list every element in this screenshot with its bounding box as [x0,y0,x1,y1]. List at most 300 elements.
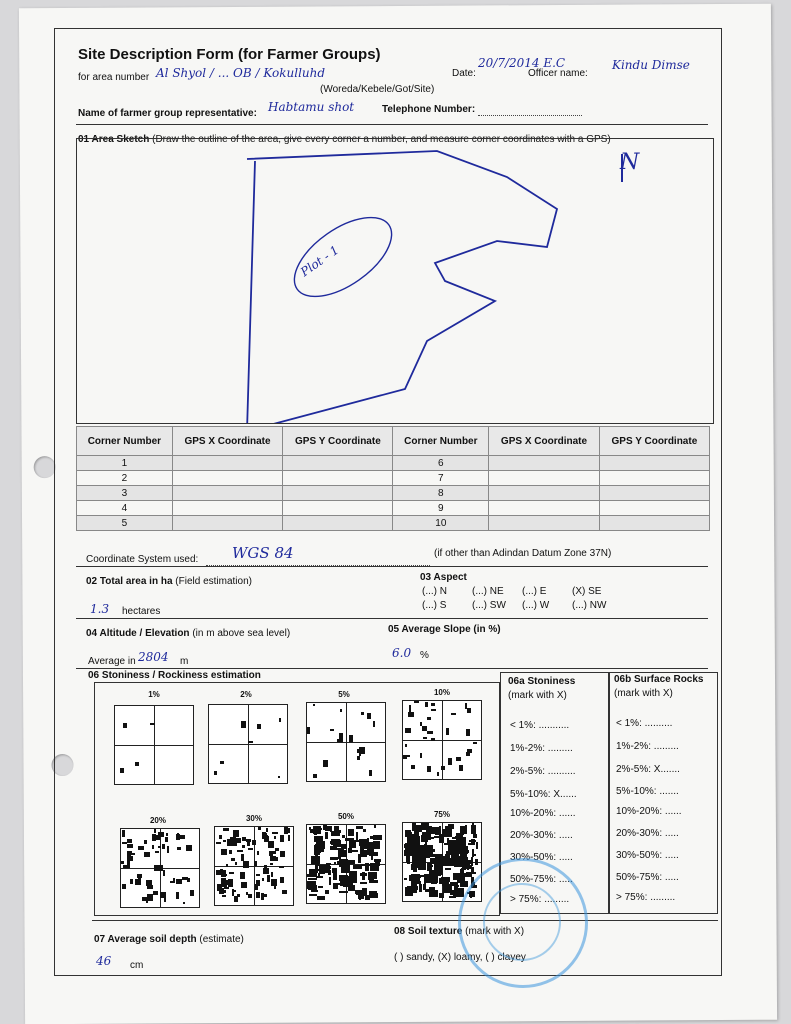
col-corner-number-2: Corner Number [393,427,489,456]
cell [172,471,283,486]
stone-mark [160,892,166,898]
stone-mark [476,842,478,849]
stone-mark [229,872,234,874]
stone-mark [176,893,178,895]
stone-mark [271,872,273,877]
stone-mark [339,733,343,740]
stone-mark [315,860,319,863]
stone-mark [121,861,124,864]
rocks-b-item: 30%-50%: ..... [616,850,679,861]
table-row [77,456,710,471]
stone-mark [429,865,433,867]
aspect-sw: (...) SW [472,600,506,611]
stone-mark [418,861,426,868]
stone-mark [307,727,310,734]
stone-mark [368,872,377,879]
soil-texture-options: ( ) sandy, (X) loamy, ( ) clayey [394,952,526,963]
rocks-b-item: 2%-5%: X....... [616,764,680,775]
stoniness-a-item: > 75%: ......... [510,894,570,905]
stone-mark [405,744,407,747]
divider [76,566,708,567]
stone-mark [144,852,150,857]
stone-mark [333,843,339,846]
stone-mark [330,857,338,860]
stone-mark [469,865,472,869]
stone-mark [411,843,416,849]
area-value: 1.3 [90,602,110,616]
altitude-heading-rest: (in m above sea level) [189,628,291,639]
stone-mark [441,859,443,868]
telephone-label: Telephone Number: [382,104,476,115]
form-title: Site Description Form (for Farmer Groups) [78,46,381,63]
stone-mark [233,830,239,837]
cell [489,486,600,501]
north-mark: N [620,150,640,175]
stone-mark [282,890,287,894]
stone-mark [220,761,224,764]
stone-mark [339,891,348,893]
table-header-row [77,427,710,456]
stone-mark [152,845,154,849]
stone-mark [422,836,430,838]
stone-mark [216,870,222,875]
stone-mark [341,864,350,873]
stone-mark [177,847,181,850]
stone-mark [413,867,416,872]
stone-mark [216,842,221,844]
stone-mark [460,881,468,887]
stoniness-heading: 06 Stoniness / Rockiness estimation [88,670,261,681]
stone-mark [257,851,259,855]
cell [489,456,600,471]
stone-mark [274,836,276,839]
cell [599,456,709,471]
stone-mark [122,884,126,889]
stone-mark [127,844,133,848]
stone-mark [270,863,273,865]
stone-mark [352,850,358,852]
rocks-b-item: 50%-75%: ..... [616,872,679,883]
cell [599,486,709,501]
stone-mark [158,846,161,848]
stone-mark [266,828,268,832]
stone-mark [256,874,260,876]
cell [172,516,283,531]
stone-mark [122,830,125,837]
pct-label: 75% [433,810,450,819]
slope-unit: % [420,650,429,661]
stone-grid-2 [208,704,288,784]
stone-mark [347,860,355,864]
stone-mark [165,837,168,842]
aspect-e: (...) E [522,586,547,597]
stone-mark [460,826,464,835]
stone-mark [320,843,324,852]
stone-mark [454,885,459,887]
stone-mark [369,852,378,856]
stone-mark [318,838,320,841]
stone-mark [441,879,445,884]
stone-mark [471,825,476,834]
stone-mark [466,752,470,756]
col-gps-x-2: GPS X Coordinate [489,427,600,456]
stone-grid-30 [214,826,294,906]
soil-depth-heading-rest: (estimate) [196,934,244,945]
stone-mark [261,893,264,900]
stone-mark [144,840,147,844]
stone-mark [325,866,331,869]
stone-mark [130,879,133,884]
stone-mark [434,863,439,871]
stone-mark [330,841,333,844]
cell: 4 [77,501,173,516]
stone-mark [153,891,158,895]
stone-mark [427,766,431,772]
stone-mark [337,861,344,865]
stone-mark [359,891,361,900]
stone-mark [360,850,369,855]
aspect-nw: (...) NW [572,600,607,611]
stone-mark [467,708,471,713]
stone-mark [453,873,460,880]
aspect-w: (...) W [522,600,550,611]
stone-mark [237,850,243,852]
stone-mark [424,880,426,889]
stone-mark [219,835,222,839]
stone-mark [356,826,363,829]
stone-mark [359,754,361,756]
stone-mark [336,830,341,833]
office-stamp [458,858,588,988]
area-heading-rest: (Field estimation) [172,576,252,587]
cell: 10 [393,516,489,531]
stone-mark [226,864,228,867]
area-heading [86,576,252,587]
col-corner-number: Corner Number [77,427,173,456]
stone-mark [183,902,185,904]
stone-mark [154,829,156,833]
stoniness-a-item: 2%-5%: .......... [510,766,576,777]
stone-mark [311,882,315,884]
soil-depth-heading-bold: 07 Average soil depth [94,934,197,945]
stone-mark [448,758,452,765]
stone-mark [407,855,410,864]
rocks-b-item: 5%-10%: ....... [616,786,679,797]
stone-mark [280,877,284,883]
aspect-heading: 03 Aspect [420,572,467,583]
stone-mark [470,872,476,874]
stoniness-a-item: 10%-20%: ...... [510,808,576,819]
stone-mark [280,851,285,857]
stone-mark [431,703,435,706]
stone-mark [473,834,477,838]
stone-mark [450,860,453,864]
stone-mark [373,721,375,727]
stone-mark [173,878,175,883]
stone-mark [417,830,419,838]
stone-mark [361,712,364,715]
north-arrow-icon [612,152,632,186]
coord-system-value: WGS 84 [232,544,294,562]
stone-mark [242,845,245,848]
stone-mark [409,893,411,895]
stone-mark [272,832,278,834]
stone-mark [462,857,468,861]
coord-system-note: (if other than Adindan Datum Zone 37N) [434,548,612,559]
stone-mark [420,753,422,758]
altitude-heading [86,628,290,639]
stone-grid-10 [402,700,482,780]
stone-mark [310,829,319,833]
stone-mark [288,835,290,841]
stoniness-a-sub: (mark with X) [508,690,567,701]
stone-mark [369,770,372,776]
stone-mark [359,747,365,754]
stone-mark [223,840,226,842]
stone-mark [123,723,127,728]
col-gps-y: GPS Y Coordinate [283,427,393,456]
stone-mark [323,825,327,830]
cell [489,501,600,516]
cell [489,471,600,486]
stone-mark [279,718,281,722]
stone-mark [435,827,441,835]
soil-depth-heading [94,934,244,945]
stone-mark [431,709,436,711]
stone-mark [262,878,264,881]
table-row [77,486,710,501]
stone-mark [138,878,141,885]
stone-mark [155,851,159,853]
cell: 3 [77,486,173,501]
altitude-value: 2804 [138,650,169,664]
stone-mark [227,839,231,846]
altitude-unit: m [180,656,189,667]
stone-mark [243,721,246,728]
stone-mark [432,858,441,864]
stone-mark [431,876,437,884]
stone-mark [348,829,354,836]
stone-mark [356,832,358,840]
stone-mark [450,890,454,895]
cell: 7 [393,471,489,486]
coordinates-table [76,426,710,531]
stone-mark [224,887,229,889]
stone-mark [446,728,449,735]
stone-mark [248,848,253,850]
stoniness-a-item: 5%-10%: X...... [510,789,577,800]
stone-mark [278,776,280,778]
stone-mark [420,875,429,877]
stone-mark [437,772,439,776]
stone-mark [248,741,253,743]
stone-mark [431,738,435,741]
stone-mark [271,879,277,886]
stone-mark [130,853,135,855]
cell [172,486,283,501]
rocks-b-sub: (mark with X) [614,688,673,699]
cell: 8 [393,486,489,501]
stone-mark [369,880,378,883]
altitude-prefix: Average in [88,656,136,667]
representative-value: Habtamu shot [268,100,355,114]
plot-ellipse [281,202,405,312]
stone-mark [127,864,130,868]
rocks-b-item: 1%-2%: ......... [616,741,679,752]
stone-mark [412,874,420,883]
cell: 9 [393,501,489,516]
stone-mark [182,877,188,880]
rocks-b-item: 10%-20%: ...... [616,806,682,817]
stone-mark [272,857,278,861]
stone-mark [150,723,155,725]
stone-mark [241,882,247,888]
stone-mark [451,713,456,715]
area-number-value: Al Shyol / ... OB / Kokulluhd [156,66,326,80]
representative-label: Name of farmer group representative: [78,108,257,119]
stone-mark [427,717,431,720]
cell [283,501,393,516]
stone-mark [475,859,478,865]
soil-depth-unit: cm [130,960,144,971]
stone-mark [349,735,353,742]
stoniness-a-item: 50%-75%: ..... [510,874,573,885]
stone-mark [318,886,323,888]
stone-mark [311,890,318,892]
field-outline [247,151,557,423]
stone-mark [340,709,342,712]
sketch-heading-rest: (Draw the outline of the area, give every corner a number, and measure corner coordinates with a GPS) [149,134,611,145]
aspect-ne: (...) NE [472,586,504,597]
table-row [77,471,710,486]
stone-mark [326,863,331,865]
col-gps-y-2: GPS Y Coordinate [599,427,709,456]
table-row [77,516,710,531]
stone-mark [414,701,419,703]
stoniness-a-item: < 1%: ........... [510,720,570,731]
stone-mark [349,871,357,878]
rocks-b-item: < 1%: .......... [616,718,673,729]
stone-mark [448,824,454,829]
stone-mark [360,873,367,876]
stoniness-a-item: 30%-50%: ..... [510,852,573,863]
col-gps-x: GPS X Coordinate [172,427,283,456]
stone-mark [180,835,185,839]
soil-depth-value: 46 [96,954,112,968]
stone-mark [166,833,168,836]
stone-mark [186,845,192,851]
pct-label: 2% [240,690,252,699]
stone-mark [358,854,361,863]
stone-mark [142,897,147,901]
stone-mark [280,835,284,842]
stone-mark [248,894,252,898]
stone-mark [328,870,331,875]
stone-mark [407,755,410,757]
stone-mark [422,850,429,855]
stone-mark [258,827,261,830]
stone-mark [315,868,317,875]
stone-mark [162,844,165,849]
stone-mark [469,840,476,842]
stone-mark [262,832,266,839]
stone-mark [266,835,268,838]
sketch-heading-bold: 01 Area Sketch [78,134,150,145]
cell [172,501,283,516]
stone-mark [232,837,236,842]
stone-mark [439,834,444,843]
stone-mark [313,774,317,778]
date-value: 20/7/2014 E.C [478,56,566,70]
table-row [77,501,710,516]
stone-mark [257,724,261,729]
stone-mark [214,771,217,775]
stone-mark [309,894,317,896]
stone-mark [315,855,318,858]
stone-mark [357,756,360,760]
cell: 6 [393,456,489,471]
stone-grid-20 [120,828,200,908]
stone-mark [419,884,422,892]
stone-mark [472,854,476,856]
stone-mark [240,872,245,879]
stone-mark [120,768,124,773]
stone-mark [319,865,325,874]
stone-mark [427,731,433,734]
stone-mark [156,835,160,840]
stone-mark [268,841,274,848]
stone-mark [231,858,235,861]
stone-mark [465,703,467,709]
pct-label: 50% [337,812,354,821]
telephone-field [478,114,582,116]
stone-mark [447,838,449,844]
stone-mark [441,766,445,770]
slope-heading: 05 Average Slope (in %) [388,624,501,635]
stone-mark [426,826,432,832]
stone-mark [405,830,410,837]
area-heading-bold: 02 Total area in ha [86,576,173,587]
stone-mark [423,737,427,739]
stone-mark [224,880,230,885]
stone-mark [361,864,370,866]
stone-mark [460,869,464,877]
stone-mark [439,893,444,898]
stone-mark [330,729,334,731]
stone-mark [459,765,463,771]
stone-mark [468,843,474,845]
stone-mark [223,828,229,831]
date-label: Date: [452,68,476,79]
woreda-note: (Woreda/Kebele/Got/Site) [320,84,435,95]
stone-mark [349,838,354,844]
stone-mark [449,896,456,898]
cell: 1 [77,456,173,471]
stone-mark [456,757,461,761]
pct-label: 30% [245,814,262,823]
stone-mark [190,890,194,896]
stone-mark [375,860,380,866]
stone-mark [255,884,258,890]
stone-mark [256,892,260,898]
area-number-label: for area number [78,72,150,83]
stone-mark [425,702,428,707]
stone-mark [367,713,371,719]
stone-grid-50 [306,824,386,904]
stone-mark [235,862,237,865]
stone-mark [411,765,415,769]
cell [599,501,709,516]
